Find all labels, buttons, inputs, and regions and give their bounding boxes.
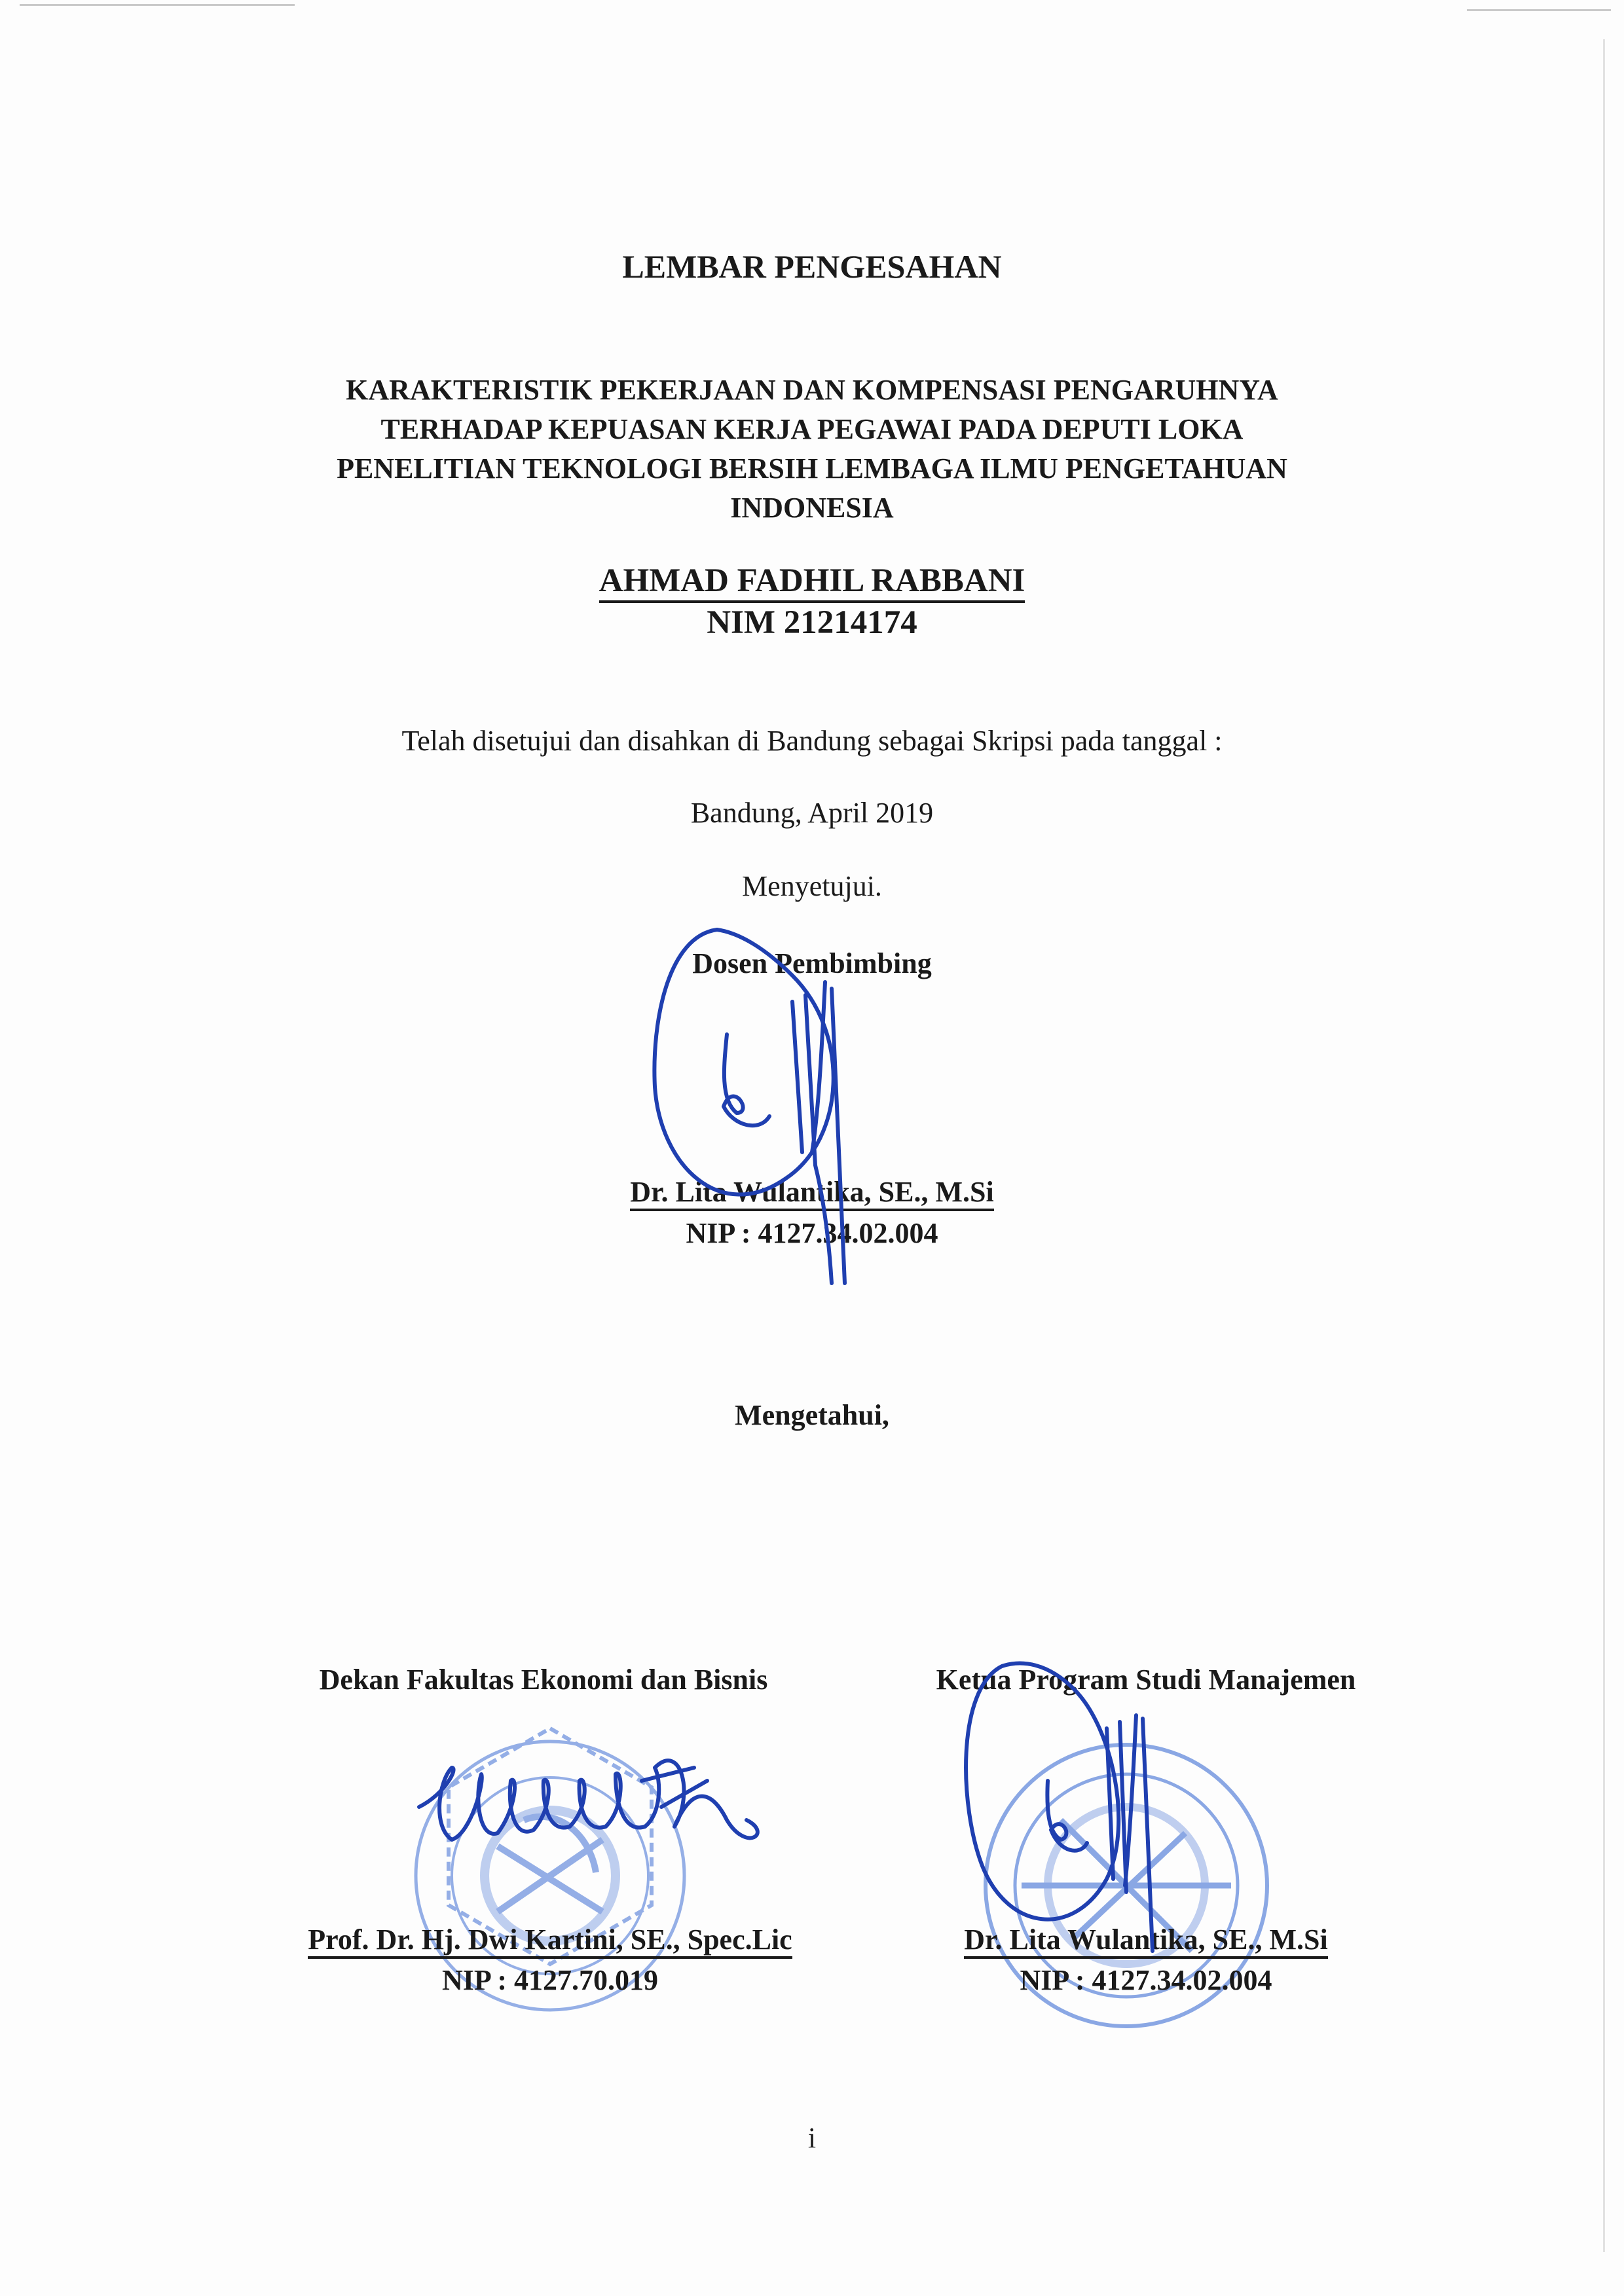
head-of-program-role: Ketua Program Studi Manajemen [936,1664,1356,1696]
head-of-program-nip: NIP : 4127.34.02.004 [1020,1964,1272,1996]
dean-signature [419,1760,758,1840]
supervisor-nip: NIP : 4127.34.02.004 [686,1217,938,1249]
supervisor-signature [654,930,845,1283]
thesis-title-line: INDONESIA [730,492,894,524]
thesis-title-line: PENELITIAN TEKNOLOGI BERSIH LEMBAGA ILMU PENGETAHUAN [337,452,1287,484]
approval-statement: Telah disetujui dan disahkan di Bandung sebagai Skripsi pada tanggal : [401,725,1223,757]
author-name: AHMAD FADHIL RABBANI [599,562,1025,603]
dean-name: Prof. Dr. Hj. Dwi Kartini, SE., Spec.Lic [308,1923,792,1959]
approved-by-label: Menyetujui. [742,870,882,902]
author-nim: NIM 21214174 [707,604,917,641]
place-date: Bandung, April 2019 [690,797,934,829]
thesis-title-line: TERHADAP KEPUASAN KERJA PEGAWAI PADA DEPUTI LOKA [380,413,1244,445]
head-of-program-signature [966,1664,1153,1951]
supervisor-name: Dr. Lita Wulantika, SE., M.Si [630,1176,993,1211]
thesis-title-line: KARAKTERISTIK PEKERJAAN DAN KOMPENSASI PENGARUHNYA [346,374,1278,406]
head-of-program-name: Dr. Lita Wulantika, SE., M.Si [964,1923,1327,1959]
dean-role: Dekan Fakultas Ekonomi dan Bisnis [319,1664,768,1696]
page-title: LEMBAR PENGESAHAN [622,248,1002,285]
acknowledged-by-label: Mengetahui, [735,1399,889,1431]
page-number: i [807,2122,817,2154]
dean-nip: NIP : 4127.70.019 [442,1964,658,1996]
supervisor-role: Dosen Pembimbing [692,947,932,979]
